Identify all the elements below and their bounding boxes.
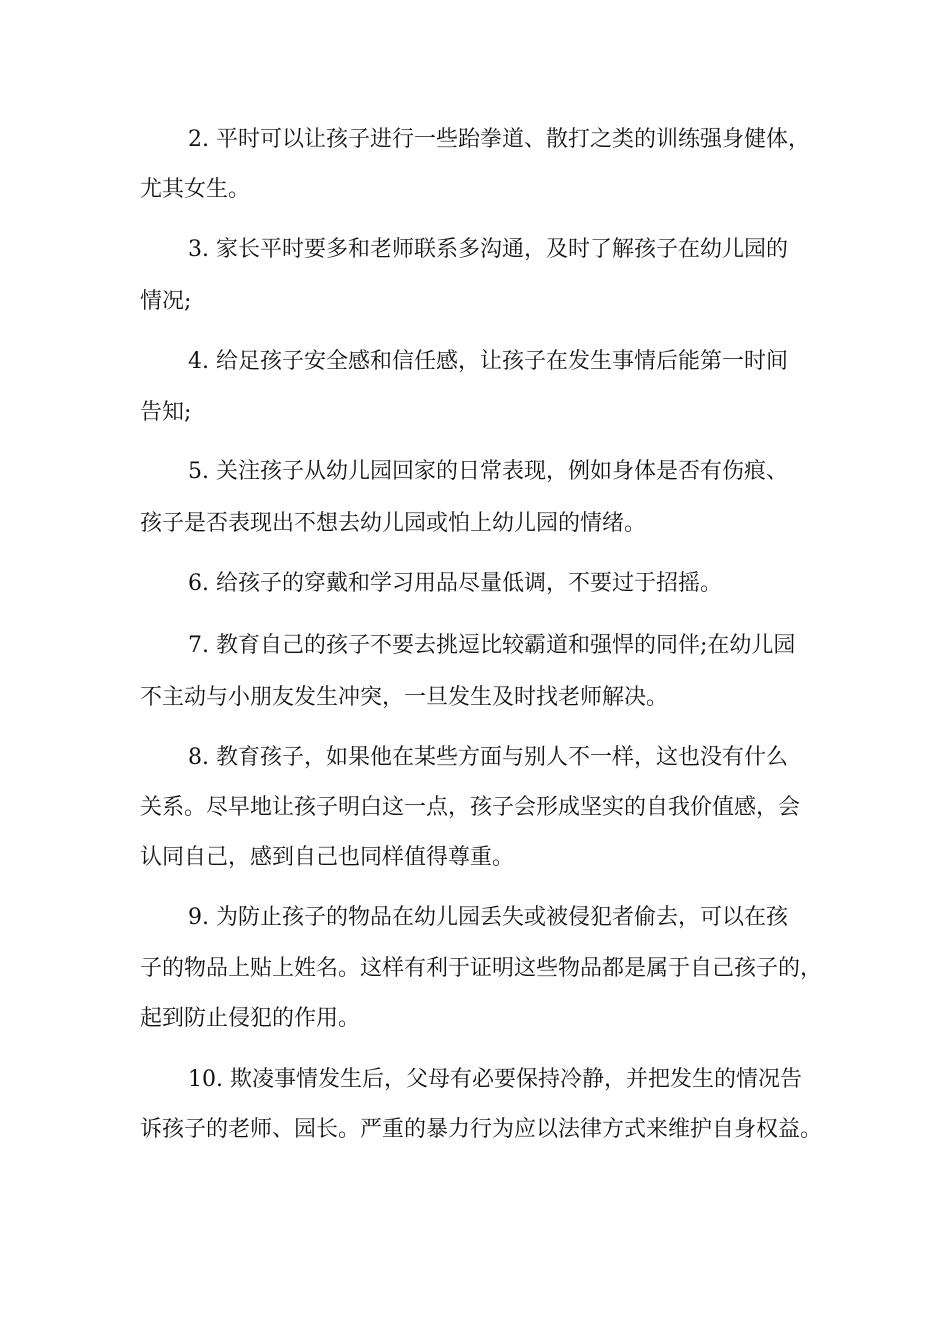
paragraph-line: 5. 关注孩子从幼儿园回家的日常表现，例如身体是否有伤痕、 — [188, 459, 788, 484]
paragraph-line: 9. 为防止孩子的物品在幼儿园丢失或被侵犯者偷去，可以在孩 — [188, 905, 788, 930]
paragraph-line: 告知; — [140, 400, 192, 425]
paragraph-line: 7. 教育自己的孩子不要去挑逗比较霸道和强悍的同伴;在幼儿园 — [188, 633, 796, 658]
paragraph-line: 孩子是否表现出不想去幼儿园或怕上幼儿园的情绪。 — [140, 511, 647, 536]
paragraph-line: 认同自己，感到自己也同样值得尊重。 — [140, 845, 515, 870]
paragraph-line: 2. 平时可以让孩子进行一些跆拳道、散打之类的训练强身健体， — [188, 127, 810, 152]
paragraph-line: 3. 家长平时要多和老师联系多沟通，及时了解孩子在幼儿园的 — [188, 237, 788, 262]
paragraph-line: 6. 给孩子的穿戴和学习用品尽量低调，不要过于招摇。 — [188, 571, 722, 596]
paragraph-line: 起到防止侵犯的作用。 — [140, 1006, 361, 1031]
paragraph-line: 8. 教育孩子，如果他在某些方面与别人不一样，这也没有什么 — [188, 745, 788, 770]
paragraph-line: 不主动与小朋友发生冲突，一旦发生及时找老师解决。 — [140, 685, 669, 710]
paragraph-line: 尤其女生。 — [140, 177, 251, 202]
paragraph-line: 子的物品上贴上姓名。这样有利于证明这些物品都是属于自己孩子的， — [140, 956, 823, 981]
paragraph-line: 4. 给足孩子安全感和信任感，让孩子在发生事情后能第一时间 — [188, 349, 788, 374]
paragraph-line: 10. 欺凌事情发生后，父母有必要保持冷静，并把发生的情况告 — [188, 1067, 802, 1092]
paragraph-line: 诉孩子的老师、园长。严重的暴力行为应以法律方式来维护自身权益。 — [140, 1117, 823, 1142]
paragraph-line: 情况; — [140, 289, 192, 314]
paragraph-line: 关系。尽早地让孩子明白这一点，孩子会形成坚实的自我价值感，会 — [140, 795, 801, 820]
